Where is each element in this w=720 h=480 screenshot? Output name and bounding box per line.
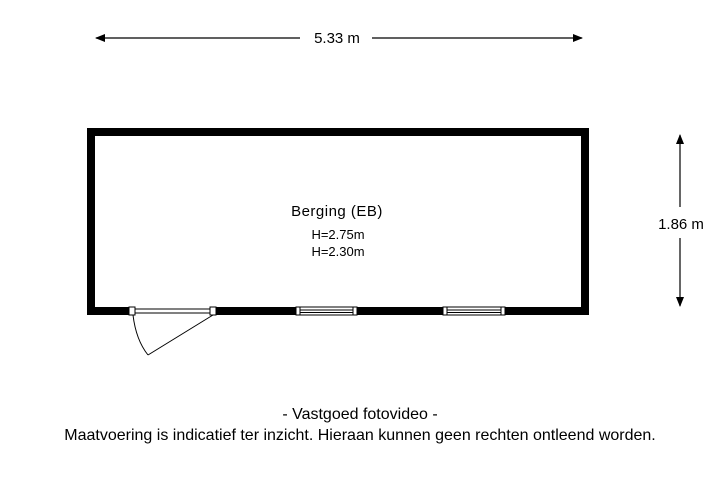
room-name: Berging (EB) [291, 203, 383, 220]
room-height-1: H=2.75m [311, 227, 365, 242]
bottom-wall-segment [87, 307, 129, 315]
height-label: 1.86 m [658, 216, 704, 233]
room-height-2: H=2.30m [311, 244, 365, 259]
window [296, 307, 357, 315]
top-wall [87, 128, 589, 136]
bottom-wall-segment [216, 307, 296, 315]
width-dimension [96, 30, 582, 47]
footer-brand: - Vastgoed fotovideo - [282, 406, 438, 423]
right-wall [581, 128, 589, 315]
bottom-wall-segment [505, 307, 589, 315]
bottom-wall-segment [357, 307, 443, 315]
width-label: 5.33 m [314, 30, 360, 47]
walls [87, 128, 589, 315]
door [129, 307, 216, 355]
left-wall [87, 128, 95, 315]
height-dimension [658, 135, 704, 306]
footer-disclaimer: Maatvoering is indicatief ter inzicht. Hieraan kunnen geen rechten ontleend worden. [64, 427, 656, 444]
window [443, 307, 505, 315]
